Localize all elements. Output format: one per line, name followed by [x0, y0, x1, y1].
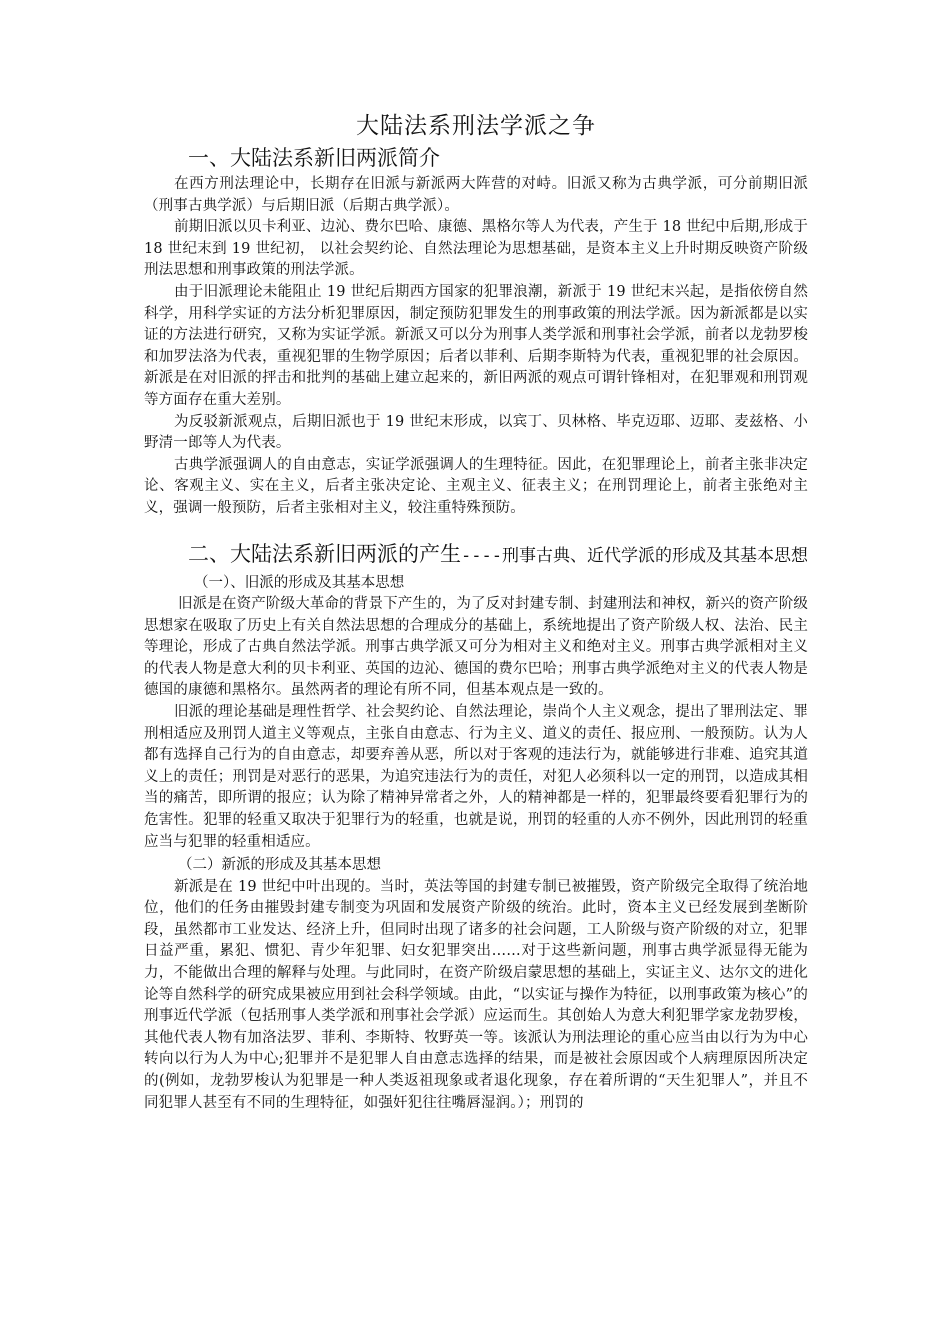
subsection1-paragraph-2: 旧派的理论基础是理性哲学、社会契约论、自然法理论，崇尚个人主义观念，提出了罪刑法定、罪刑相适应及刑罚人道主义等观点，主张自由意志、行为主义、道义的责任、报应刑、一般预防。认为人都有选择自己行为的自由意志，却要弃善从恶，所以对于客观的违法行为，就能够进行非难、追究其道义上的责任；刑罚是对恶行的恶果，为追究违法行为的责任，对犯人必须科以一定的刑罚，以造成其相当的痛苦，即所谓的报应；认为除了精神异常者之外，人的精神都是一样的，犯罪最终要看犯罪行为的危害性。犯罪的轻重又取决于犯罪行为的轻重，也就是说，刑罚的轻重的人亦不例外，因此刑罚的轻重应当与犯罪的轻重相适应。 — [144, 703, 808, 850]
subsection1-paragraph-1: 旧派是在资产阶级大革命的背景下产生的，为了反对封建专制、封建刑法和神权，新兴的资产阶级思想家在吸取了历史上有关自然法思想的合理成分的基础上，系统地提出了资产阶级人权、法治、民主等理论，形成了古典自然法学派。刑事古典学派又可分为相对主义和绝对主义。刑事古典学派相对主义的代表人物是意大利的贝卡利亚、英国的边沁、德国的费尔巴哈；刑事古典学派绝对主义的代表人物是德国的康德和黑格尔。虽然两者的理论有所不同，但基本观点是一致的。 — [144, 596, 808, 699]
subsection1-body — [144, 594, 808, 853]
section2-heading — [144, 540, 808, 571]
section1-paragraph-4: 为反驳新派观点，后期旧派也于 19 世纪末形成，以宾丁、贝林格、毕克迈耶、迈耶、麦兹格、小野清一郎等人为代表。 — [144, 413, 808, 452]
subsection2-heading: （二）新派的形成及其基本思想 — [178, 857, 381, 874]
section1-paragraph-3: 由于旧派理论未能阻止 19 世纪后期西方国家的犯罪浪潮，新派于 19 世纪末兴起，是指依傍自然科学，用科学实证的方法分析犯罪原因，制定预防犯罪发生的刑事政策的刑法学派。因为新派都是以实证的方法进行研究，又称为实证学派。新派又可以分为刑事人类学派和刑事社会学派，前者以龙勃罗梭和加罗法洛为代表，重视犯罪的生物学原因；后者以菲利、后期李斯特为代表，重视犯罪的社会原因。新派是在对旧派的抨击和批判的基础上建立起来的，新旧两派的观点可谓针锋相对，在犯罪观和刑罚观等方面存在重大差别。 — [144, 283, 808, 408]
section1-paragraph-2: 前期旧派以贝卡利亚、边沁、费尔巴哈、康德、黑格尔等人为代表，产生于 18 世纪中后期,形成于 18 世纪末到 19 世纪初， 以社会契约论、自然法理论为思想基础，是资本主义上升时期反映资产阶级刑法思想和刑事政策的刑法学派。 — [144, 219, 808, 279]
subsection2-paragraph-1: 新派是在 19 世纪中叶出现的。当时，英法等国的封建专制已被摧毁，资产阶级完全取得了统治地位，他们的任务由摧毁封建专制变为巩固和发展资产阶级的统治。此时，资本主义已经发展到垄断阶段，虽然都市工业发达、经济上升，但同时出现了诸多的社会问题，工人阶级与资产阶级的对立，犯罪日益严重，累犯、惯犯、青少年犯罪、妇女犯罪突出……对于这些新问题，刑事古典学派显得无能为力，不能做出合理的解释与处理。与此同时，在资产阶级启蒙思想的基础上，实证主义、达尔文的进化论等自然科学的研究成果被应用到社会科学领域。由此，“以实证与操作为特征，以刑事政策为核心”的刑事近代学派（包括刑事人类学派和刑事社会学派）应运而生。其创始人为意大利犯罪学家龙勃罗梭，其他代表人物有加洛法罗、菲利、李斯特、牧野英一等。该派认为刑法理论的重心应当由以行为为中心转向以行为人为中心;犯罪并不是犯罪人自由意志选择的结果，而是被社会原因或个人病理原因所决定的(例如，龙勃罗梭认为犯罪是一种人类返祖现象或者退化现象，存在着所谓的“天生犯罪人”，并且不同犯罪人甚至有不同的生理特征，如强奸犯往往嘴唇湿润。）；刑罚的 — [144, 878, 808, 1111]
section2-heading-sub: ----刑事古典、近代学派的形成及其基本思想 — [461, 545, 808, 566]
section1-paragraph-1: 在西方刑法理论中，长期存在旧派与新派两大阵营的对峙。旧派又称为古典学派，可分前期旧派（刑事古典学派）与后期旧派（后期古典学派）。 — [144, 176, 808, 214]
section1-body — [144, 174, 808, 520]
subsection1-heading: （一）、旧派的形成及其基本思想 — [194, 574, 405, 591]
section1-heading: 一、大陆法系新旧两派简介 — [188, 146, 440, 170]
document-title: 大陆法系刑法学派之争 — [356, 113, 596, 139]
section1-paragraph-5: 古典学派强调人的自由意志，实证学派强调人的生理特征。因此，在犯罪理论上，前者主张非决定论、客观主义、实在主义，后者主张决定论、主观主义、征表主义；在刑罚理论上，前者主张绝对主义，强调一般预防，后者主张相对主义，较注重特殊预防。 — [144, 456, 808, 516]
section2-heading-main: 二、大陆法系新旧两派的产生 — [188, 541, 461, 566]
subsection2-body — [144, 877, 808, 1115]
